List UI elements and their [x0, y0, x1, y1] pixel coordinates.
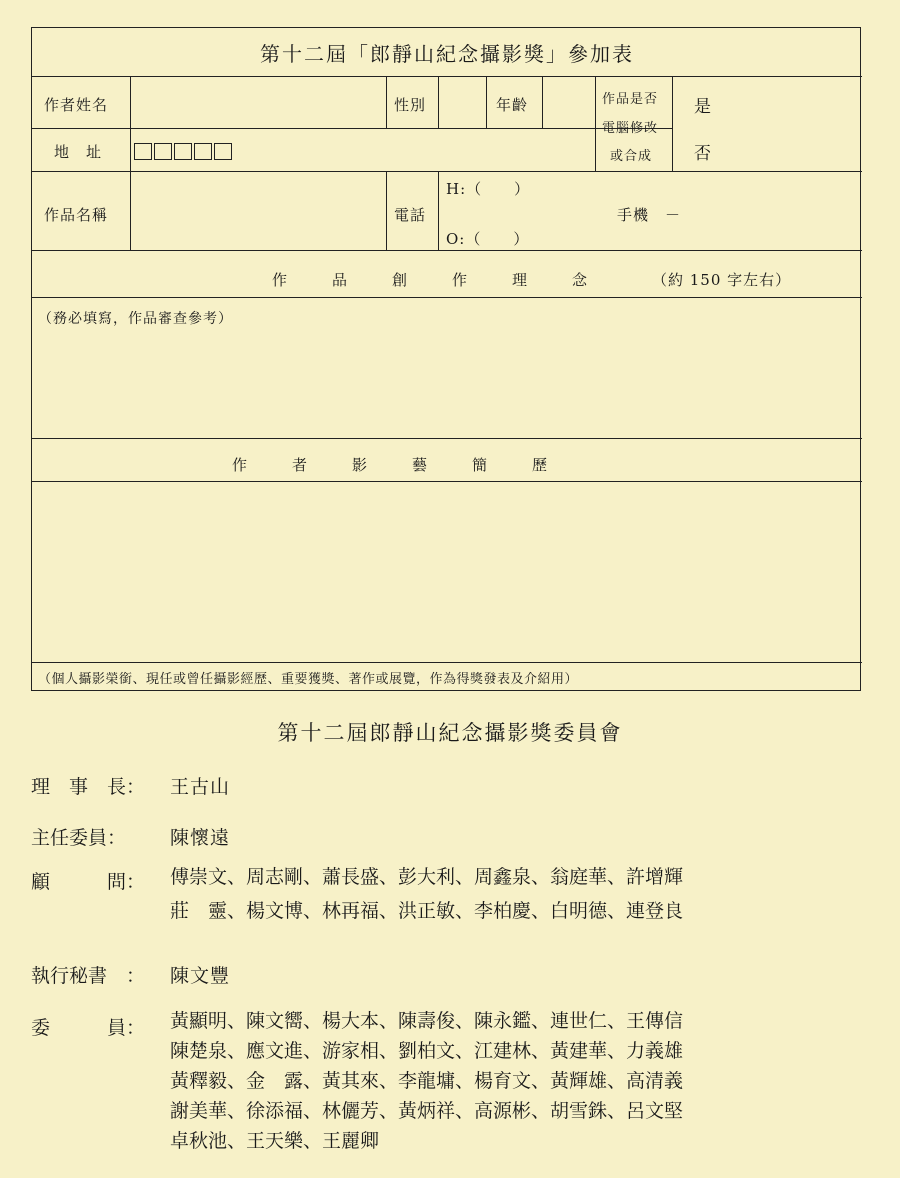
- computer-edit-label-3: 或合成: [610, 149, 653, 164]
- postal-code-boxes[interactable]: [134, 141, 234, 160]
- member-line: 卓秋池、王天樂、王麗卿: [170, 1130, 380, 1152]
- rule: [595, 76, 596, 171]
- advisor-label: 顧 問：: [31, 871, 146, 893]
- secretary-name: 陳文豐: [170, 965, 231, 987]
- rule: [438, 76, 439, 128]
- phone-h-field[interactable]: H:（ ）: [446, 180, 531, 198]
- chair-name: 王古山: [170, 776, 231, 798]
- computer-edit-label-2: 電腦修改: [602, 121, 659, 136]
- bio-hint: （個人攝影榮銜、現任或曾任攝影經歷、重要獲獎、著作或展覽，作為得獎發表及介紹用）: [38, 672, 579, 687]
- rule: [32, 662, 862, 663]
- no-option[interactable]: 否: [694, 144, 712, 164]
- work-name-label: 作品名稱: [44, 206, 109, 224]
- committee-title: 第十二屆郎靜山紀念攝影獎委員會: [277, 721, 623, 745]
- advisor-list: [170, 860, 683, 928]
- director-label: 主任委員：: [31, 827, 127, 849]
- rule: [486, 76, 487, 128]
- member-line: 黃釋毅、金 露、黃其來、李龍墉、楊育文、黃輝雄、高清義: [170, 1070, 684, 1092]
- chair-label: 理 事 長：: [31, 776, 146, 798]
- rule: [32, 481, 862, 482]
- rule: [32, 297, 862, 298]
- member-line: 黃顯明、陳文嚮、楊大本、陳壽俊、陳永鑑、連世仁、王傳信: [170, 1010, 684, 1032]
- rule: [386, 171, 387, 250]
- director-name: 陳懷遠: [170, 827, 231, 849]
- entry-form: [31, 27, 861, 691]
- rule: [672, 76, 673, 171]
- rule: [32, 438, 862, 439]
- phone-o-field[interactable]: O:（ ）: [446, 230, 530, 248]
- author-name-label: 作者姓名: [44, 96, 109, 114]
- concept-header: 作 品 創 作 理 念: [272, 271, 588, 289]
- member-line: 謝美華、徐添福、林儷芳、黃炳祥、高源彬、胡雪銖、呂文堅: [170, 1100, 684, 1122]
- rule: [32, 128, 672, 129]
- rule: [386, 76, 387, 128]
- advisor-line: 傅崇文、周志剛、蕭長盛、彭大利、周鑫泉、翁庭華、許增輝: [170, 866, 684, 888]
- advisor-line: 莊 靈、楊文博、林再福、洪正敏、李柏慶、白明德、連登良: [170, 900, 684, 922]
- rule: [542, 76, 543, 128]
- rule: [32, 76, 862, 77]
- member-list: [170, 1006, 683, 1156]
- phone-label: 電話: [394, 206, 427, 224]
- address-label: 地 址: [54, 143, 103, 161]
- rule: [130, 76, 131, 250]
- age-label: 年齡: [496, 96, 529, 114]
- secretary-label: 執行秘書 ：: [31, 965, 146, 987]
- yes-option[interactable]: 是: [694, 97, 712, 117]
- rule: [32, 171, 862, 172]
- gender-label: 性別: [394, 96, 427, 114]
- computer-edit-label-1: 作品是否: [602, 92, 659, 107]
- bio-header: 作 者 影 藝 簡 歷: [232, 456, 548, 474]
- concept-hint: （務必填寫，作品審查參考）: [38, 311, 233, 327]
- concept-note: （約 150 字左右）: [652, 271, 792, 289]
- member-label: 委 員：: [31, 1017, 146, 1039]
- rule: [32, 250, 862, 251]
- form-title: 第十二屆「郎靜山紀念攝影獎」參加表: [260, 42, 634, 66]
- member-line: 陳楚泉、應文進、游家相、劉柏文、江建林、黃建華、力義雄: [170, 1040, 684, 1062]
- mobile-field[interactable]: 手機 －: [617, 206, 682, 224]
- rule: [438, 171, 439, 250]
